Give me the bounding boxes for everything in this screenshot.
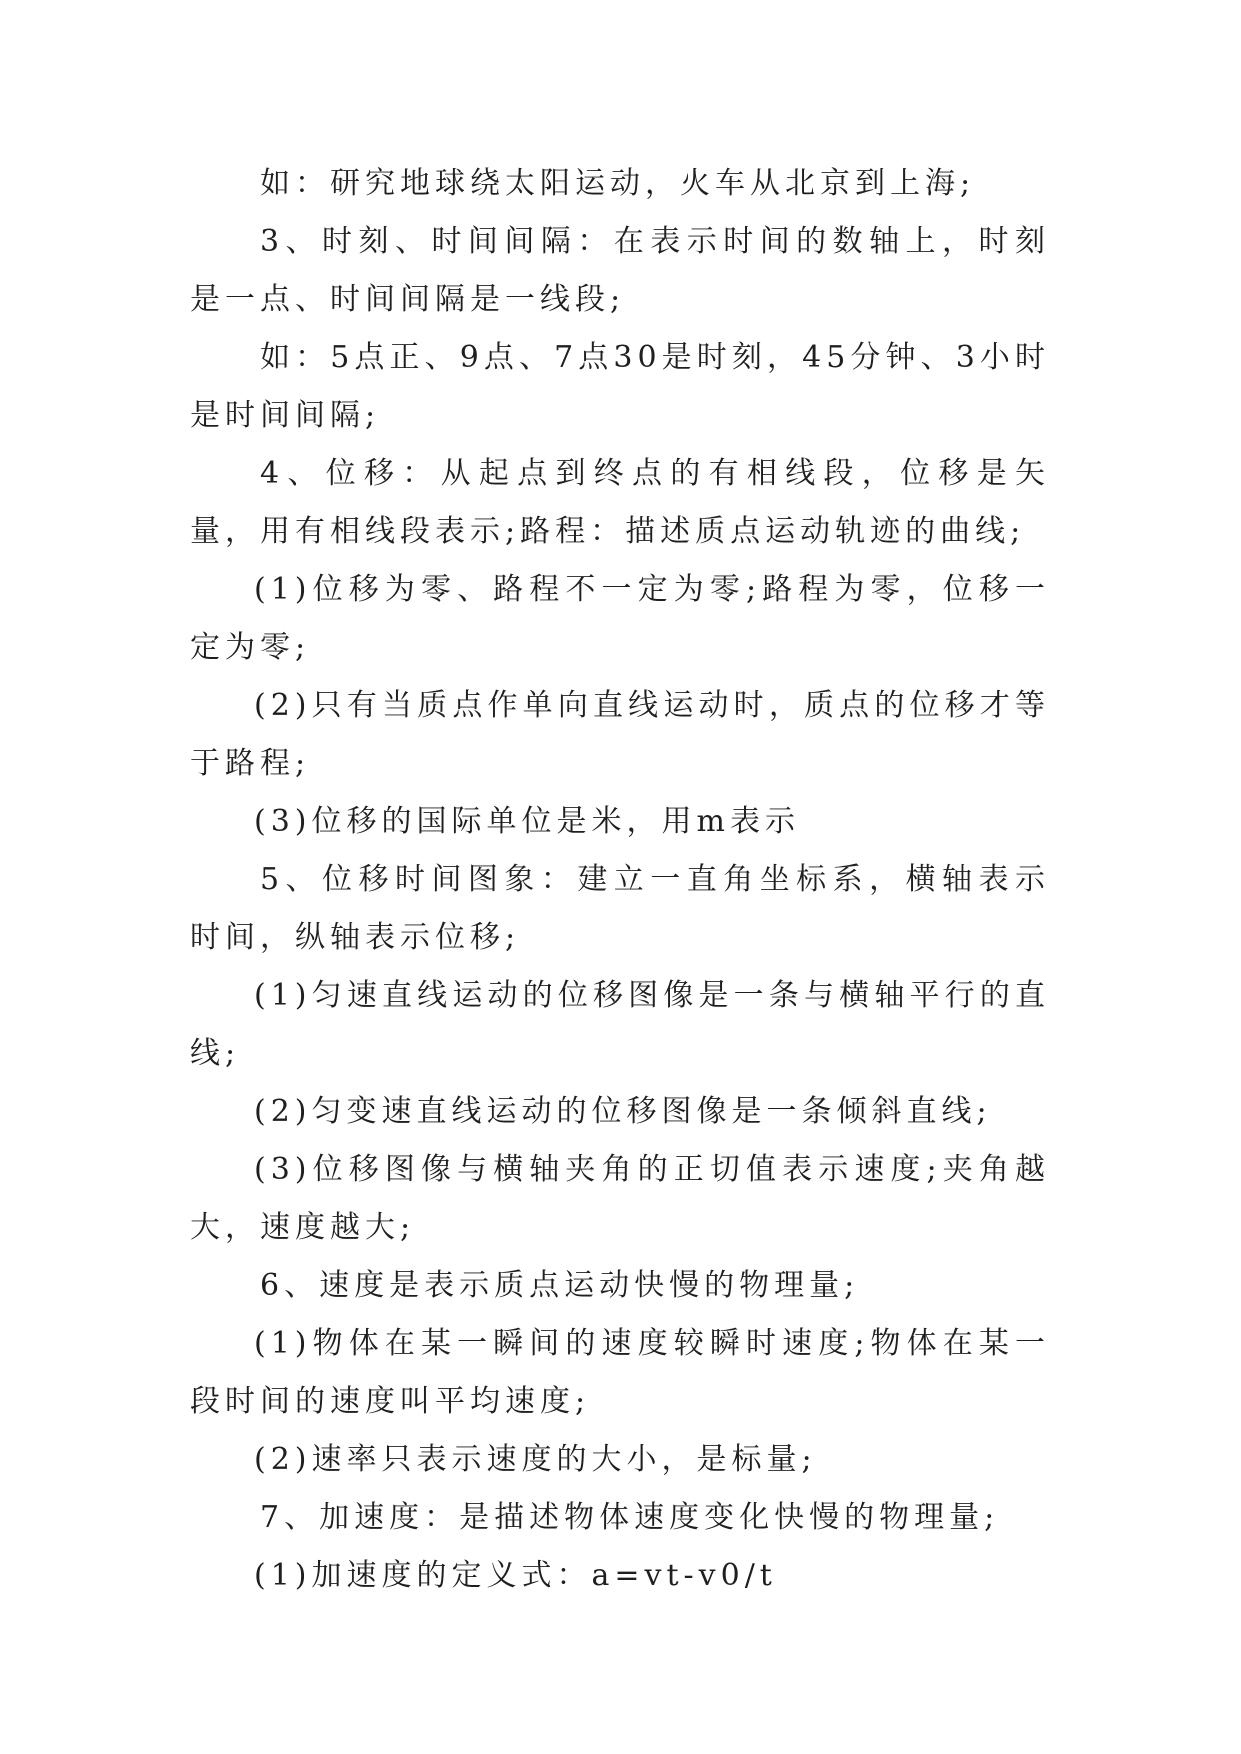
paragraph-example-earth-sun: 如：研究地球绕太阳运动，火车从北京到上海; — [260, 166, 976, 201]
paragraph-acceleration: 7、加速度：是描述物体速度变化快慢的物理量; — [260, 1500, 1000, 1535]
paragraph-displacement-point-3: (3)位移的国际单位是米，用m表示 — [254, 804, 800, 839]
paragraph-acceleration-point-1: (1)加速度的定义式：a=vt-v0/t — [254, 1558, 777, 1593]
document-body — [190, 155, 1050, 1605]
paragraph-displacement-time-graph: 5、位移时间图象：建立一直角坐标系，横轴表示时间，纵轴表示位移; — [190, 862, 1050, 955]
paragraph-displacement-point-2: (2)只有当质点作单向直线运动时，质点的位移才等于路程; — [190, 688, 1050, 781]
paragraph-graph-point-1: (1)匀速直线运动的位移图像是一条与横轴平行的直线; — [190, 978, 1050, 1071]
paragraph-graph-point-2: (2)匀变速直线运动的位移图像是一条倾斜直线; — [254, 1094, 992, 1129]
paragraph-velocity-point-1: (1)物体在某一瞬间的速度较瞬时速度;物体在某一段时间的速度叫平均速度; — [190, 1326, 1050, 1419]
paragraph-moment-interval: 3、时刻、时间间隔：在表示时间的数轴上，时刻是一点、时间间隔是一线段; — [190, 224, 1050, 317]
paragraph-displacement-point-1: (1)位移为零、路程不一定为零;路程为零，位移一定为零; — [190, 572, 1050, 665]
paragraph-displacement: 4、位移：从起点到终点的有相线段，位移是矢量，用有相线段表示;路程：描述质点运动轨迹的曲线; — [190, 456, 1050, 549]
paragraph-graph-point-3: (3)位移图像与横轴夹角的正切值表示速度;夹角越大，速度越大; — [190, 1152, 1050, 1245]
paragraph-velocity: 6、速度是表示质点运动快慢的物理量; — [260, 1268, 860, 1303]
paragraph-example-time: 如：5点正、9点、7点30是时刻，45分钟、3小时是时间间隔; — [190, 340, 1050, 433]
paragraph-velocity-point-2: (2)速率只表示速度的大小，是标量; — [254, 1442, 817, 1477]
